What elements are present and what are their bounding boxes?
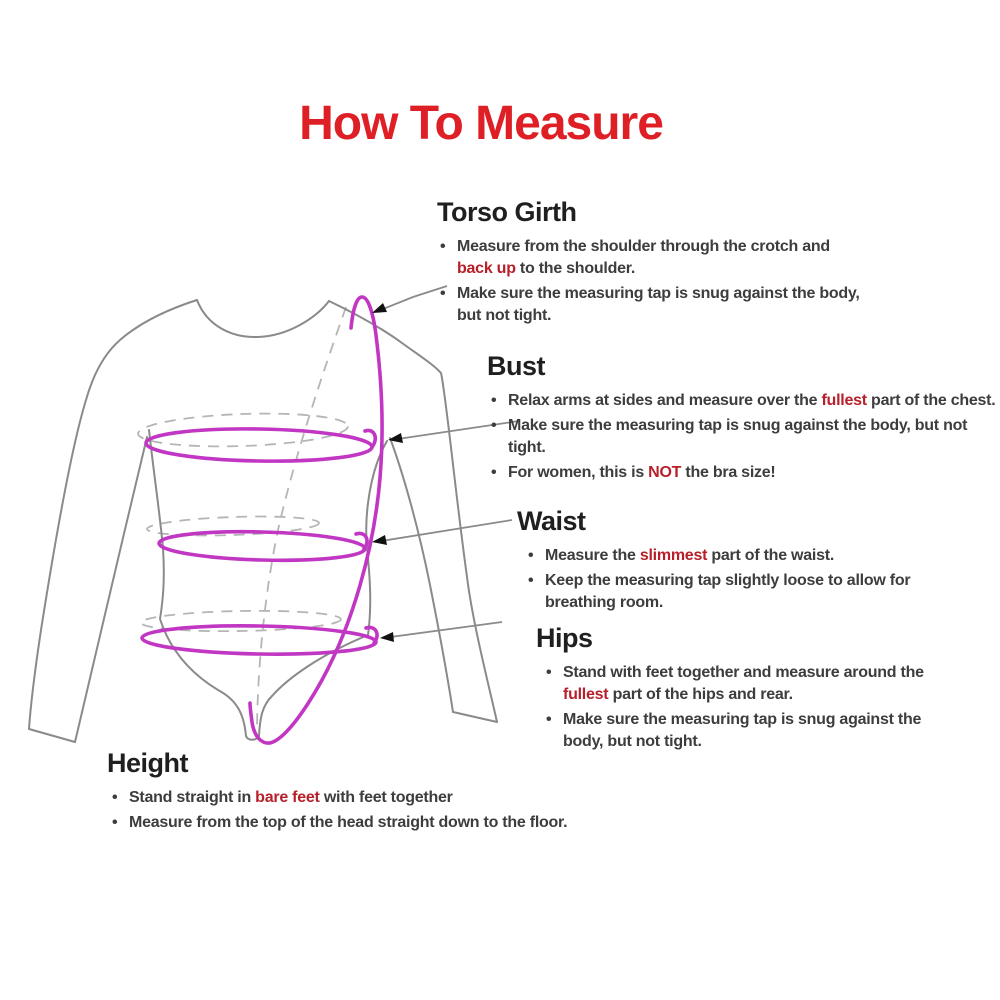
neckline: [197, 300, 329, 337]
bullet-text: Make sure the measuring tap is snug against the body, but not tight.: [563, 711, 922, 750]
section-waist: [517, 505, 937, 617]
measuring-rings: [142, 297, 382, 743]
bullet-item: [440, 236, 867, 280]
highlighted-keyword: slimmest: [639, 547, 708, 564]
bullet-marker: •: [440, 238, 446, 255]
bullet-text: Make sure the measuring tap is snug against the body, but not tight.: [457, 285, 860, 324]
bullet-marker: •: [528, 572, 534, 589]
left-body-seam-and-leg: [149, 430, 246, 736]
section-torso-girth: [437, 196, 867, 330]
bullet-text: For women, this is NOT the bra size!: [508, 464, 776, 481]
bust-title: Bust: [487, 351, 545, 381]
highlighted-keyword: back up: [457, 260, 516, 277]
bullet-text: Stand straight in bare feet with feet together: [129, 789, 453, 806]
bullet-marker: •: [112, 789, 118, 806]
bullet-marker: •: [440, 285, 446, 302]
bullet-item: [528, 545, 937, 567]
section-hips: [536, 622, 956, 756]
waist-arrowhead-icon: [372, 535, 387, 545]
bullet-text: Keep the measuring tap slightly loose to allow for breathing room.: [545, 572, 911, 611]
bullet-text: Measure from the shoulder through the crotch and back up to the shoulder.: [457, 238, 830, 277]
hips-bullet-list: [546, 662, 956, 753]
bullet-marker: •: [546, 664, 552, 681]
dashed-construction-lines: [138, 307, 349, 727]
torso-girth-bullet-list: [440, 236, 867, 327]
right-sleeve-inner: [390, 438, 453, 712]
bullet-item: [546, 662, 956, 706]
waist-leader-line: [375, 520, 512, 542]
bullet-marker: •: [528, 547, 534, 564]
bullet-marker: •: [491, 392, 497, 409]
bullet-item: [491, 390, 997, 412]
highlighted-keyword: fullest: [821, 392, 867, 409]
highlighted-keyword: NOT: [648, 464, 682, 481]
highlighted-keyword: bare feet: [255, 789, 320, 806]
bullet-item: [112, 812, 647, 834]
height-bullet-list: [112, 787, 647, 834]
waist-title: Waist: [517, 506, 586, 536]
bullet-marker: •: [491, 417, 497, 434]
left-cuff: [29, 729, 75, 742]
bullet-text: Measure the slimmest part of the waist.: [545, 547, 835, 564]
section-bust: [487, 350, 997, 487]
bullet-marker: •: [112, 814, 118, 831]
bullet-item: [440, 283, 867, 327]
bullet-text: Make sure the measuring tap is snug against the body, but not tight.: [508, 417, 968, 456]
bullet-item: [112, 787, 647, 809]
bust-bullet-list: [491, 390, 997, 484]
bullet-text: Stand with feet together and measure around the fullest part of the hips and rear.: [563, 664, 924, 703]
torso-girth-arrowhead-icon: [372, 303, 387, 313]
left-shoulder-and-sleeve-outer: [29, 300, 197, 729]
leotard-outline: [29, 300, 497, 742]
hips-leader-line: [383, 622, 502, 638]
bullet-item: [491, 415, 997, 459]
bullet-text: Measure from the top of the head straight down to the floor.: [129, 814, 568, 831]
left-sleeve-inner: [75, 437, 147, 742]
bullet-marker: •: [491, 464, 497, 481]
torso-girth-title: Torso Girth: [437, 197, 577, 227]
page-title: How To Measure: [299, 97, 663, 150]
bullet-item: [491, 462, 997, 484]
bullet-marker: •: [546, 711, 552, 728]
right-cuff: [453, 712, 497, 722]
waist-bullet-list: [528, 545, 937, 614]
height-title: Height: [107, 748, 188, 778]
highlighted-keyword: fullest: [563, 686, 609, 703]
hips-arrowhead-icon: [380, 632, 394, 642]
section-height: [107, 747, 647, 837]
bullet-item: [528, 570, 937, 614]
torso-girth-back-dashed-line: [257, 307, 346, 727]
bullet-text: Relax arms at sides and measure over the fullest part of the chest.: [508, 392, 996, 409]
hips-title: Hips: [536, 623, 593, 653]
